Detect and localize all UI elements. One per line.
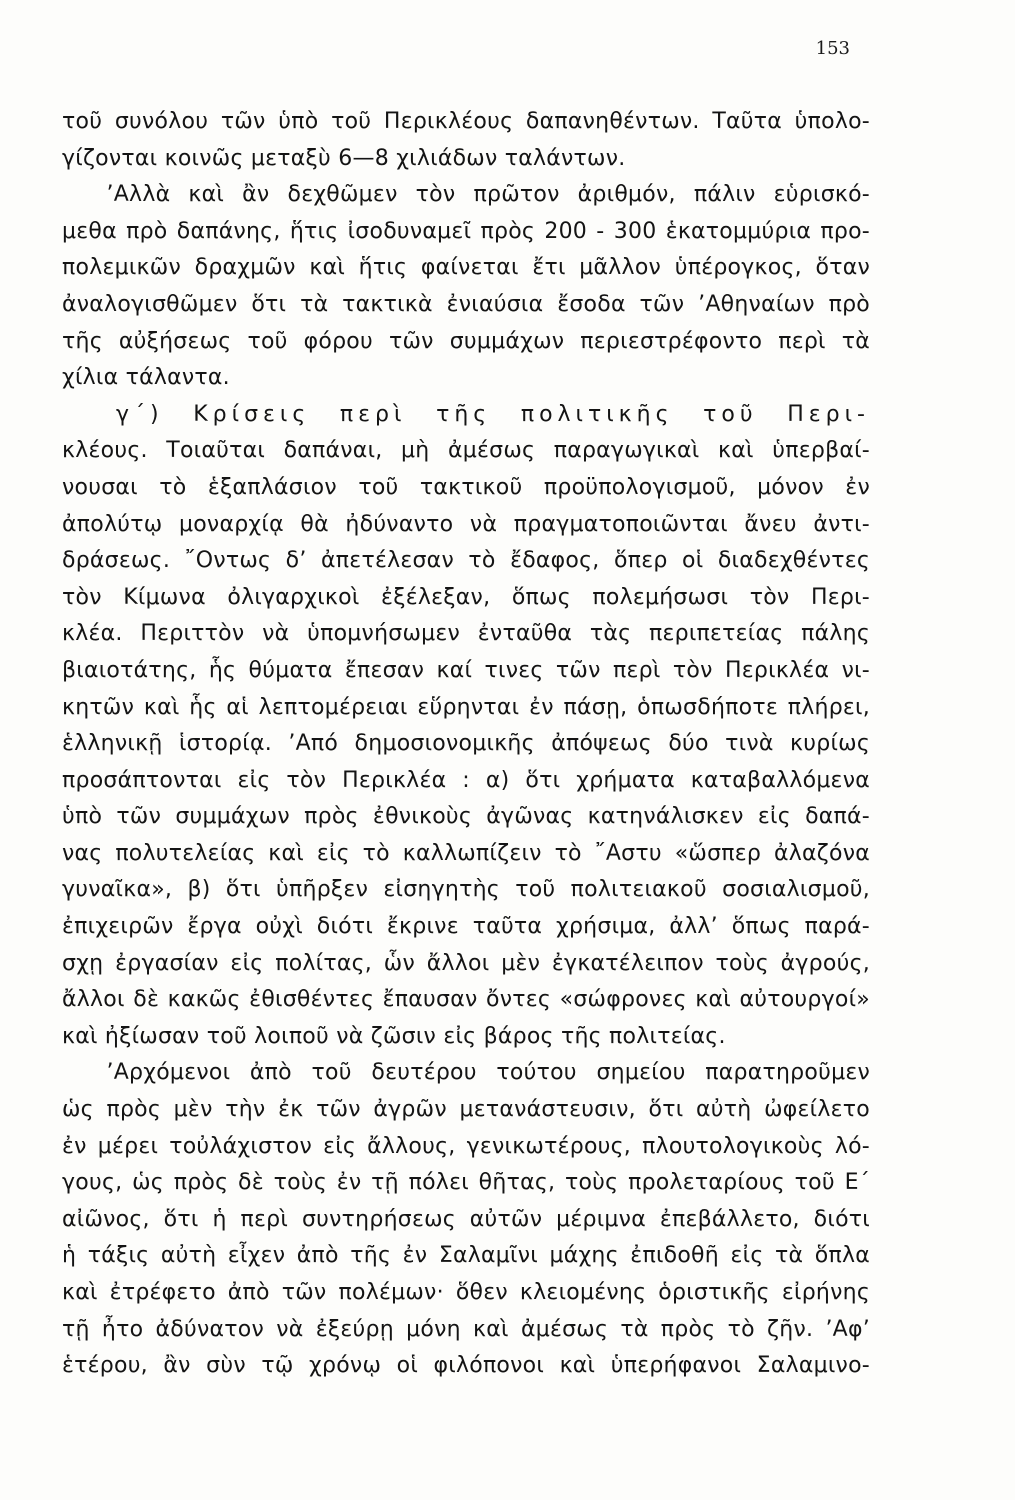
text-line: ’Αλλὰ καὶ ἂν δεχθῶμεν τὸν πρῶτον ἀριθμόν, πάλιν εὑρισκό-: [62, 182, 870, 208]
text-line: ἐπιχειρῶν ἔργα οὐχὶ διότι ἔκρινε ταῦτα χρήσιμα, ἀλλ’ ὅπως παρά-: [62, 914, 870, 940]
text-line: γους, ὡς πρὸς δὲ τοὺς ἐν τῇ πόλει θῆτας, τοὺς προλεταρίους τοῦ Ε΄: [62, 1170, 870, 1196]
text-line: δράσεως. ῎Οντως δ’ ἀπετέλεσαν τὸ ἔδαφος, ὅπερ οἱ διαδεχθέντες: [62, 548, 870, 574]
text-line: κλέα. Περιττὸν νὰ ὑπομνήσωμεν ἐνταῦθα τὰς περιπετείας πάλης: [62, 621, 870, 647]
text-line: κλέους. Τοιαῦται δαπάναι, μὴ ἀμέσως παραγωγικαὶ καὶ ὑπερβαί-: [62, 438, 870, 464]
text-line: νας πολυτελείας καὶ εἰς τὸ καλλωπίζειν τὸ ῎Αστυ «ὥσπερ ἀλαζόνα: [62, 840, 870, 866]
text-line: πολεμικῶν δραχμῶν καὶ ἥτις φαίνεται ἔτι μᾶλλον ὑπέρογκος, ὅταν: [62, 255, 870, 281]
text-line: μεθα πρὸ δαπάνης, ἥτις ἰσοδυναμεῖ πρὸς 200 - 300 ἑκατομμύρια προ-: [62, 218, 870, 244]
text-line: τὸν Κίμωνα ὀλιγαρχικοὶ ἐξέλεξαν, ὅπως πολεμήσωσι τὸν Περι-: [62, 584, 870, 610]
text-line: ὑπὸ τῶν συμμάχων πρὸς ἐθνικοὺς ἀγῶνας κατηνάλισκεν εἰς δαπά-: [62, 804, 870, 830]
text-line: ἑτέρου, ἂν σὺν τῷ χρόνῳ οἱ φιλόπονοι καὶ ὑπερήφανοι Σαλαμινο-: [62, 1353, 870, 1379]
text-line: σχῃ ἐργασίαν εἰς πολίτας, ὧν ἄλλοι μὲν ἐγκατέλειπον τοὺς ἀγρούς,: [62, 950, 870, 976]
body-text: [62, 104, 870, 1385]
text-line: ’Αρχόμενοι ἀπὸ τοῦ δευτέρου τούτου σημείου παρατηροῦμεν: [62, 1060, 870, 1086]
text-line: νουσαι τὸ ἑξαπλάσιον τοῦ τακτικοῦ προϋπολογισμοῦ, μόνον ἐν: [62, 474, 870, 500]
text-line: προσάπτονται εἰς τὸν Περικλέα : α) ὅτι χρήματα καταβαλλόμενα: [62, 767, 870, 793]
text-line: βιαιοτάτης, ἧς θύματα ἔπεσαν καί τινες τῶν περὶ τὸν Περικλέα νι-: [62, 657, 870, 683]
text-line: τοῦ συνόλου τῶν ὑπὸ τοῦ Περικλέους δαπανηθέντων. Ταῦτα ὑπολο-: [62, 109, 870, 134]
text-line: καὶ ἐτρέφετο ἀπὸ τῶν πολέμων· ὅθεν κλειομένης ὁριστικῆς εἰρήνης: [62, 1280, 870, 1305]
text-line: ἀναλογισθῶμεν ὅτι τὰ τακτικὰ ἐνιαύσια ἔσοδα τῶν ’Αθηναίων πρὸ: [62, 291, 870, 317]
text-line: καὶ ἠξίωσαν τοῦ λοιποῦ νὰ ζῶσιν εἰς βάρος τῆς πολιτείας.: [62, 1023, 726, 1049]
text-line: ὡς πρὸς μὲν τὴν ἐκ τῶν ἀγρῶν μετανάστευσιν, ὅτι αὐτὴ ὠφείλετο: [62, 1097, 870, 1123]
text-line: κητῶν καὶ ἧς αἱ λεπτομέρειαι εὕρηνται ἐν πάσῃ, ὁπωσδήποτε πλήρει,: [62, 694, 870, 720]
text-line: ἡ τάξις αὐτὴ εἶχεν ἀπὸ τῆς ἐν Σαλαμῖνι μάχης ἐπιδοθῆ εἰς τὰ ὅπλα: [62, 1243, 870, 1269]
page-number: 153: [815, 38, 850, 59]
text-line: τῆς αὐξήσεως τοῦ φόρου τῶν συμμάχων περιεστρέφοντο περὶ τὰ: [62, 328, 870, 354]
text-line: ἄλλοι δὲ κακῶς ἐθισθέντες ἔπαυσαν ὄντες «σώφρονες καὶ αὐτουργοί»: [62, 987, 870, 1013]
text-line: ἑλληνικῇ ἱστορίᾳ. ’Από δημοσιονομικῆς ἀπόψεως δύο τινὰ κυρίως: [62, 731, 870, 757]
text-line: ἐν μέρει τοὐλάχιστον εἰς ἄλλους, γενικωτέρους, πλουτολογικοὺς λό-: [62, 1133, 870, 1159]
text-line: ἀπολύτῳ μοναρχίᾳ θὰ ἠδύναντο νὰ πραγματοποιῶνται ἄνευ ἀντι-: [62, 511, 870, 537]
section-heading-line: γ΄) Κρίσεις περὶ τῆς πολιτικῆς τοῦ Περι-: [62, 401, 870, 427]
text-line: χίλια τάλαντα.: [62, 365, 230, 391]
text-line: αἰῶνος, ὅτι ἡ περὶ συντηρήσεως αὐτῶν μέριμνα ἐπεβάλλετο, διότι: [62, 1206, 870, 1232]
text-line: γίζονται κοινῶς μεταξὺ 6—8 χιλιάδων ταλάντων.: [62, 145, 626, 171]
text-line: γυναῖκα», β) ὅτι ὑπῆρξεν εἰσηγητὴς τοῦ πολιτειακοῦ σοσιαλισμοῦ,: [62, 877, 870, 903]
text-line: τῇ ἦτο ἀδύνατον νὰ ἐξεύρῃ μόνη καὶ ἀμέσως τὰ πρὸς τὸ ζῆν. ’Αφ’: [62, 1316, 870, 1342]
